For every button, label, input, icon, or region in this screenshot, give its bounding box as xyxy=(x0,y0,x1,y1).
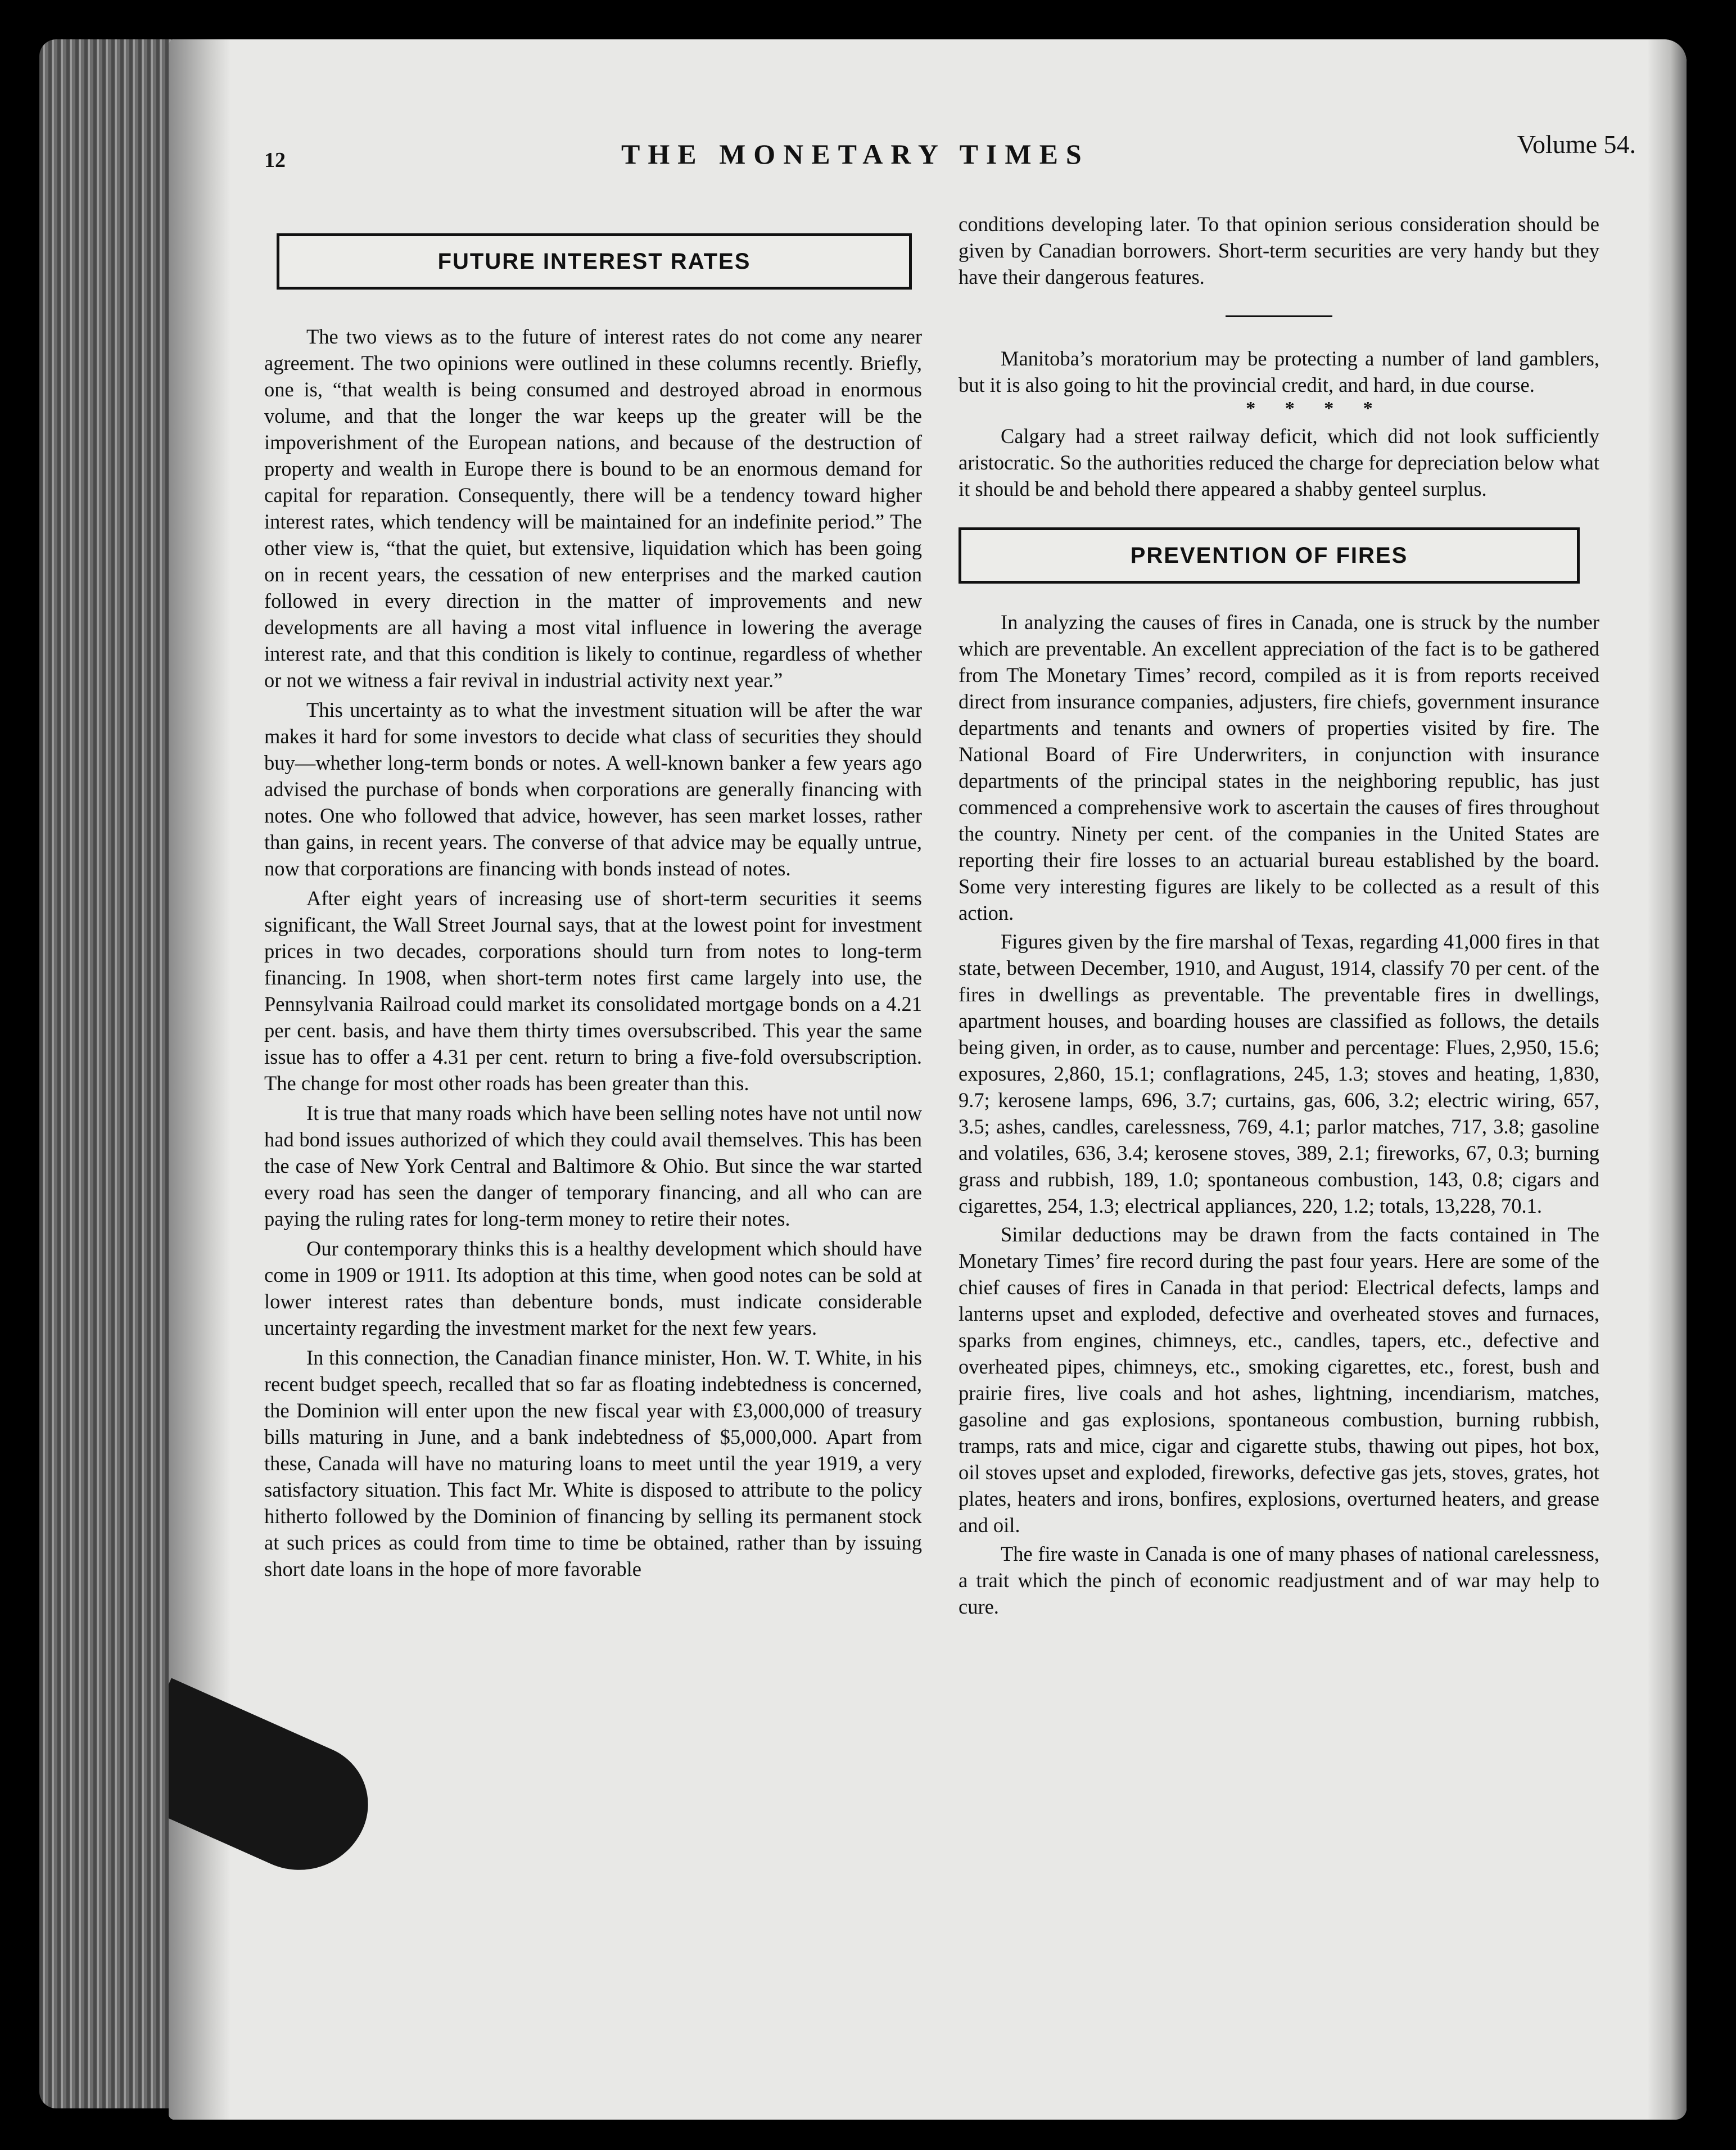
paragraph: Our contemporary thinks this is a healthy development which should have come in 1909 or 1911. Its adoption at this time, when good notes can be sold at lower interest rates than debenture bonds, must indicate considerable uncertainty regarding the investment market for the next few years. xyxy=(264,1237,922,1339)
paragraph: Figures given by the fire marshal of Texas, regarding 41,000 fires in that state, between December, 1910, and August, 1914, classify 70 per cent. of the fires in dwellings as preventable. The preventable fires in dwellings, apartment houses, and boarding houses are classified as follows, the details being given, in order, as to cause, number and percentage: Flues, 2,950, 15.6; exposures, 2,860, 15.1; conflagrations, 245, 1.3; stoves and heating, 1,830, 9.7; kerosene lamps, 696, 3.7; curtains, gas, 606, 3.2; electric wiring, 657, 3.5; ashes, candles, carelessness, 769, 4.1; parlor matches, 717, 3.8; gasoline and volatiles, 636, 3.4; kerosene stoves, 389, 2.1; fireworks, 67, 0.3; burning grass and rubbish, 189, 1.0; spontaneous combustion, 143, 0.8; cigars and cigarettes, 254, 1.3; electrical appliances, 220, 1.2; totals, 13,228, 70.1. xyxy=(959,930,1599,1217)
paragraph: This uncertainty as to what the investment situation will be after the war makes it hard for some investors to decide what class of securities they should buy—whether long-term bonds or notes. A well-known banker a few years ago advised the purchase of bonds when corporations are generally financing with notes. One who followed that advice, however, has seen market losses, rather than gains, in recent years. The converse of that advice may be equally untrue, now that corporations are financing with bonds instead of notes. xyxy=(264,698,922,880)
paragraph: It is true that many roads which have been selling notes have not until now had bond issues authorized of which they could avail themselves. This has been the case of New York Central and Baltimore & Ohio. But since the war started every road has seen the danger of temporary financing, and all who can are paying the ruling rates for long-term money to retire their notes. xyxy=(264,1101,922,1230)
asterisk-separator: * * * * xyxy=(1246,398,1385,419)
page-number: 12 xyxy=(264,148,286,172)
left-column xyxy=(264,233,922,1586)
volume-label: Volume 54. xyxy=(1517,130,1636,159)
paragraph: After eight years of increasing use of short-term securities it seems significant, the Wall Street Journal says, that at the lowest point for investment prices in two decades, corporations should turn from notes to long-term financing. In 1908, when short-term notes first came largely into use, the Pennsylvania Railroad could market its consolidated mortgage bonds on a 4.21 per cent. basis, and have them thirty times oversubscribed. This year the same issue has to offer a 4.31 per cent. return to bring a five-fold oversubscription. The change for most other roads has been greater than this. xyxy=(264,887,922,1095)
book-page-edges xyxy=(39,39,180,2108)
editorial-note-calgary: Calgary had a street railway deficit, which did not look sufficiently aristocratic. So the authorities reduced the charge for depreciation below what it should be and behold there appeared a shabby genteel surplus. xyxy=(959,424,1599,500)
section-divider xyxy=(1226,315,1332,317)
paragraph: Similar deductions may be drawn from the facts contained in The Monetary Times’ fire record during the past four years. Here are some of the chief causes of fires in Canada in that period: Electrical defects, lamps and lanterns upset and exploded, defective and overheated stoves and furnaces, sparks from engines, chimneys, etc., candles, tapers, etc., defective and overheated pipes, chimneys, etc., smoking cigarettes, etc., forest, bush and prairie fires, live coals and hot ashes, lightning, incendiarism, matches, gasoline and gas explosions, spontaneous combustion, burning rubbish, tramps, rats and mice, cigar and cigarette stubs, thawing out pipes, hot box, oil stoves upset and exploded, fireworks, defective gas jets, stoves, grates, hot plates, heaters and irons, bonfires, explosions, overturned heaters, and grease and oil. xyxy=(959,1223,1599,1537)
journal-title: THE MONETARY TIMES xyxy=(621,138,1089,170)
right-column xyxy=(959,211,1599,1622)
paragraph: In this connection, the Canadian finance minister, Hon. W. T. White, in his recent budget speech, recalled that so far as floating indebtedness is concerned, the Dominion will enter upon the new fiscal year with £3,000,000 of treasury bills maturing in June, and a bank indebtedness of $5,000,000. Apart from these, Canada will have no maturing loans to meet until the year 1919, a very satisfactory situation. This fact Mr. White is disposed to attribute to the policy hitherto followed by the Dominion of financing by selling its permanent stock at such prices as could from time to time be obtained, rather than by issuing short date loans in the hope of more favorable xyxy=(264,1346,922,1580)
paragraph: In analyzing the causes of fires in Canada, one is struck by the number which are preventable. An excellent appreciation of the fact is to be gathered from The Monetary Times’ record, compiled as it is from reports received direct from insurance companies, adjusters, fire chiefs, government insurance departments and tenants and owners of properties visited by fire. The National Board of Fire Underwriters, in conjunction with insurance departments of the principal states in the neighboring republic, has just commenced a comprehensive work to ascertain the causes of fires throughout the country. Ninety per cent. of the companies in the United States are reporting their fire losses to an actuarial bureau established by the board. Some very interesting figures are likely to be collected as a result of this action. xyxy=(959,611,1599,924)
prevention-of-fires-article xyxy=(959,609,1599,1620)
paragraph: The two views as to the future of interest rates do not come any nearer agreement. The two opinions were outlined in these columns recently. Briefly, one is, “that wealth is being consumed and destroyed abroad in enormous volume, and that the longer the war keeps up the greater will be the impoverishment of the European nations, and because of the destruction of property and wealth in Europe there is bound to be an enormous demand for capital for reparation. Consequently, there will be a tendency toward higher interest rates, which tendency will be maintained for an indefinite period.” The other view is, “that the quiet, but extensive, liquidation which has been going on in recent years, the cessation of new enterprises and the marked caution followed in every direction in the matter of improvements and new developments are all having a most vital influence in lowering the average interest rate, and that this condition is likely to continue, regardless of whether or not we witness a fair revival in industrial activity next year.” xyxy=(264,325,922,692)
page-edge-shadow xyxy=(1647,39,1687,2120)
page-header xyxy=(264,115,1636,177)
continued-paragraph: conditions developing later. To that opinion serious consideration should be given by Canadian borrowers. Short-term securities are very handy but they have their dangerous features. xyxy=(959,213,1599,288)
article-title-future-interest-rates: FUTURE INTEREST RATES xyxy=(277,233,912,290)
article-title-prevention-of-fires: PREVENTION OF FIRES xyxy=(959,527,1580,584)
magazine-page xyxy=(169,39,1687,2120)
paragraph: The fire waste in Canada is one of many phases of national carelessness, a trait which the pinch of economic readjustment and of war may help to cure. xyxy=(959,1542,1599,1618)
editorial-note-manitoba: Manitoba’s moratorium may be protecting a number of land gamblers, but it is also going to hit the provincial credit, and hard, in due course. xyxy=(959,347,1599,396)
